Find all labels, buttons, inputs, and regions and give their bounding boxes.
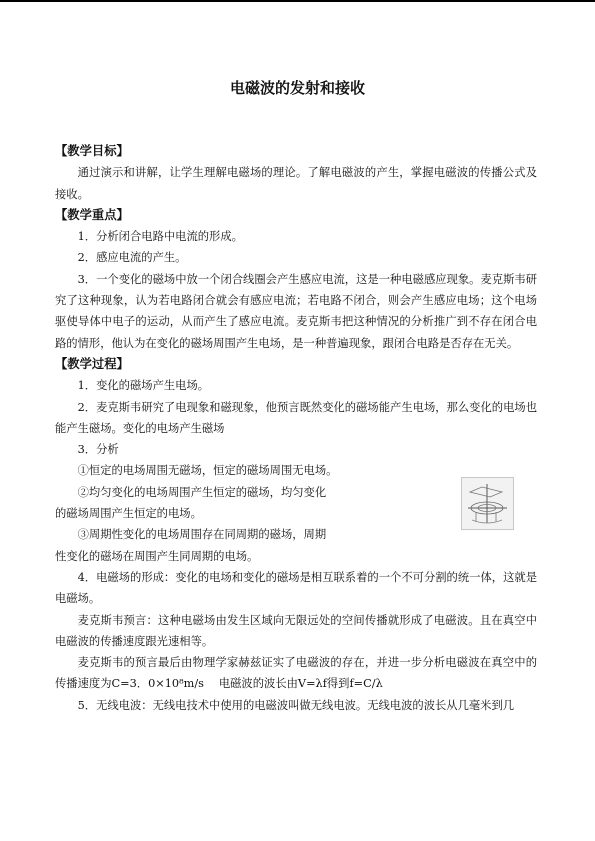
maxwell-prediction: 麦克斯韦预言：这种电磁场由发生区域向无限远处的空间传播就形成了电磁波。且在真空中电磁波的传播速度跟光速相等。 — [55, 613, 537, 648]
hertz-paragraph: 麦克斯韦的预言最后由物理学家赫兹证实了电磁波的存在，并进一步分析电磁波在真空中的传播速度为C=3．0×10⁸m/s 电磁波的波长由V=λf得到f=C/λ — [55, 656, 537, 691]
document-body — [55, 141, 537, 716]
analysis-line: 的磁场周围产生恒定的电场。 — [55, 507, 202, 521]
top-rule — [0, 0, 595, 2]
section-heading-goals: 【教学目标】 — [55, 144, 129, 158]
analysis-line: ②均匀变化的电场周围产生恒定的磁场，均匀变化 — [77, 485, 327, 499]
process-item-5: 5．无线电波：无线电技术中使用的电磁波叫做无线电波。无线电波的波长从几毫米到几 — [77, 698, 515, 712]
section-heading-keypoints: 【教学重点】 — [55, 207, 129, 222]
keypoint-item: 2．感应电流的产生。 — [77, 251, 187, 265]
keypoint-item: 3．一个变化的磁场中放一个闭合线圈会产生感应电流，这是一种电磁感应现象。麦克斯韦研究了这种现象，认为若电路闭合就会有感应电流；若电路不闭合，则会产生感应电场；这个电场驱使导体中电子的运动，从而产生了感应电流。麦克斯韦把这种情况的分析推广到不存在闭合电路的情形，他认为在变化的磁场周围产生电场，是一种普遍现象，跟闭合电路是否存在无关。 — [55, 272, 537, 350]
page-title: 电磁波的发射和接收 — [229, 79, 365, 97]
analysis-line: ③周期性变化的电场周围存在同周期的磁场，周期 — [77, 528, 327, 542]
process-item-4: 4．电磁场的形成：变化的电场和变化的磁场是相互联系着的一个不可分割的统一体，这就是电磁场。 — [55, 570, 537, 606]
process-item: 3．分析 — [77, 443, 119, 457]
process-item: 1．变化的磁场产生电场。 — [77, 379, 210, 393]
analysis-line: ①恒定的电场周围无磁场，恒定的磁场周围无电场。 — [77, 464, 338, 478]
analysis-line: 性变化的磁场在周围产生同周期的电场。 — [55, 549, 259, 563]
goals-paragraph: 通过演示和讲解，让学生理解电磁场的理论。了解电磁波的产生，掌握电磁波的传播公式及接收。 — [55, 166, 537, 201]
section-heading-process: 【教学过程】 — [55, 356, 129, 371]
keypoint-item: 1．分析闭合电路中电流的形成。 — [77, 230, 243, 244]
process-item: 2．麦克斯韦研究了电现象和磁现象，他预言既然变化的磁场能产生电场，那么变化的电场也能产生磁场。变化的电场产生磁场 — [55, 400, 537, 435]
